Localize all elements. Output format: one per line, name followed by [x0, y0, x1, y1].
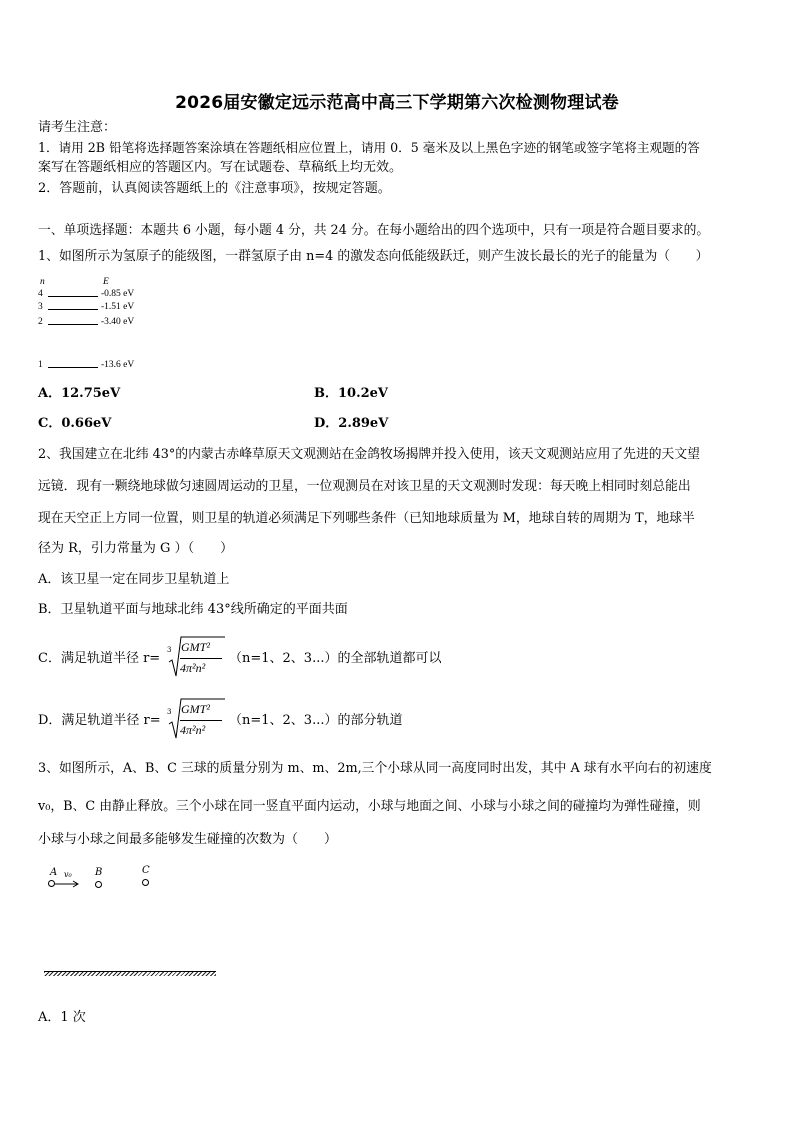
fraction-denominator: 4π²n² [180, 723, 206, 737]
question-2-line-1: 2、我国建立在北纬 43°的内蒙古赤峰草原天文观测站在金鸽牧场揭牌并投入使用，该天文观测站应用了先进的天文望 [38, 447, 700, 462]
section-heading: 一、单项选择题：本题共 6 小题，每小题 4 分，共 24 分。在每小题给出的四个选项中，只有一项是符合题目要求的。 [38, 223, 710, 238]
root-index: 3 [167, 646, 172, 654]
notice-item-2: 2．答题前，认真阅读答题纸上的《注意事项》，按规定答题。 [38, 181, 391, 196]
question-3-line-2: v₀，B、C 由静止释放。三个小球在同一竖直平面内运动，小球与地面之间、小球与小球之间的碰撞均为弹性碰撞，则 [38, 799, 701, 814]
fraction-bar [180, 720, 222, 721]
question-1-option-b: B．10.2eV [314, 386, 389, 401]
level-line-3 [48, 309, 98, 310]
level-e-3: -1.51 eV [101, 302, 135, 312]
question-2-option-b: B．卫星轨道平面与地球北纬 43°线所确定的平面共面 [38, 602, 348, 617]
level-line-2 [48, 324, 98, 325]
root-index: 3 [167, 708, 172, 716]
level-e-2: -3.40 eV [101, 317, 135, 327]
ball-c [142, 879, 149, 886]
question-3-line-1: 3、如图所示，A、B、C 三球的质量分别为 m、m、2m,三个小球从同一高度同时出发，其中 A 球有水平向右的初速度 [38, 761, 712, 776]
ball-a-label: A [50, 867, 58, 878]
question-2-option-d-suffix: （n=1、2、3...）的部分轨道 [229, 713, 403, 728]
level-e-4: -0.85 eV [101, 289, 135, 299]
level-line-4 [48, 296, 98, 297]
ball-b [95, 881, 102, 888]
level-n-2: 2 [38, 317, 43, 327]
question-3-option-a: A．1 次 [38, 1010, 86, 1025]
level-n-3: 3 [38, 302, 43, 312]
notice-item-1-line-2: 案写在答题纸相应的答题区内。写在试题卷、草稿纸上均无效。 [38, 160, 403, 175]
question-1-option-c: C．0.66eV [38, 416, 112, 431]
level-line-1 [48, 367, 98, 368]
ball-a [48, 880, 55, 887]
velocity-arrow-icon [55, 880, 80, 888]
question-2-line-4: 径为 R，引力常量为 G ）（ ） [38, 541, 234, 556]
page-title: 2026届安徽定远示范高中高三下学期第六次检测物理试卷 [175, 93, 619, 113]
ball-c-label: C [142, 865, 150, 876]
fraction-denominator: 4π²n² [180, 661, 206, 675]
question-1-stem: 1、如图所示为氢原子的能级图，一群氢原子由 n=4 的激发态向低能级跃迁，则产生波长最长的光子的能量为（ ） [38, 249, 709, 264]
question-3-line-3: 小球与小球之间最多能够发生碰撞的次数为（ ） [38, 832, 338, 847]
level-n-1: 1 [38, 360, 43, 370]
question-2-line-2: 远镜．现有一颗绕地球做匀速圆周运动的卫星，一位观测员在对该卫星的天文观测时发现：每天晚上相同时刻总能出 [38, 479, 691, 494]
question-2-option-a: A．该卫星一定在同步卫星轨道上 [38, 572, 230, 587]
question-2-option-c-suffix: （n=1、2、3...）的全部轨道都可以 [229, 651, 442, 666]
level-n-4: 4 [38, 289, 43, 299]
question-2-option-d-prefix: D．满足轨道半径 r= [38, 713, 161, 728]
diagram-n-label: n [40, 277, 45, 287]
fraction-numerator: GMT² [181, 702, 210, 716]
question-2-line-3: 现在天空正上方同一位置，则卫星的轨道必须满足下列哪些条件（已知地球质量为 M，地球自转的周期为 T，地球半 [38, 511, 695, 526]
notice-heading: 请考生注意： [38, 120, 117, 135]
ground-surface [44, 971, 216, 976]
level-e-1: -13.6 eV [101, 360, 135, 370]
question-2-option-c-prefix: C．满足轨道半径 r= [38, 651, 161, 666]
notice-item-1-line-1: 1．请用 2B 铅笔将选择题答案涂填在答题纸相应位置上，请用 0．5 毫米及以上黑色字迹的钢笔或签字笔将主观题的答 [38, 140, 700, 155]
diagram-e-label: E [103, 277, 109, 287]
velocity-label: v₀ [64, 870, 72, 879]
fraction-numerator: GMT² [181, 640, 210, 654]
question-1-option-d: D．2.89eV [314, 416, 389, 431]
question-1-option-a: A．12.75eV [38, 386, 121, 401]
fraction-bar [180, 658, 222, 659]
ball-b-label: B [95, 867, 103, 878]
